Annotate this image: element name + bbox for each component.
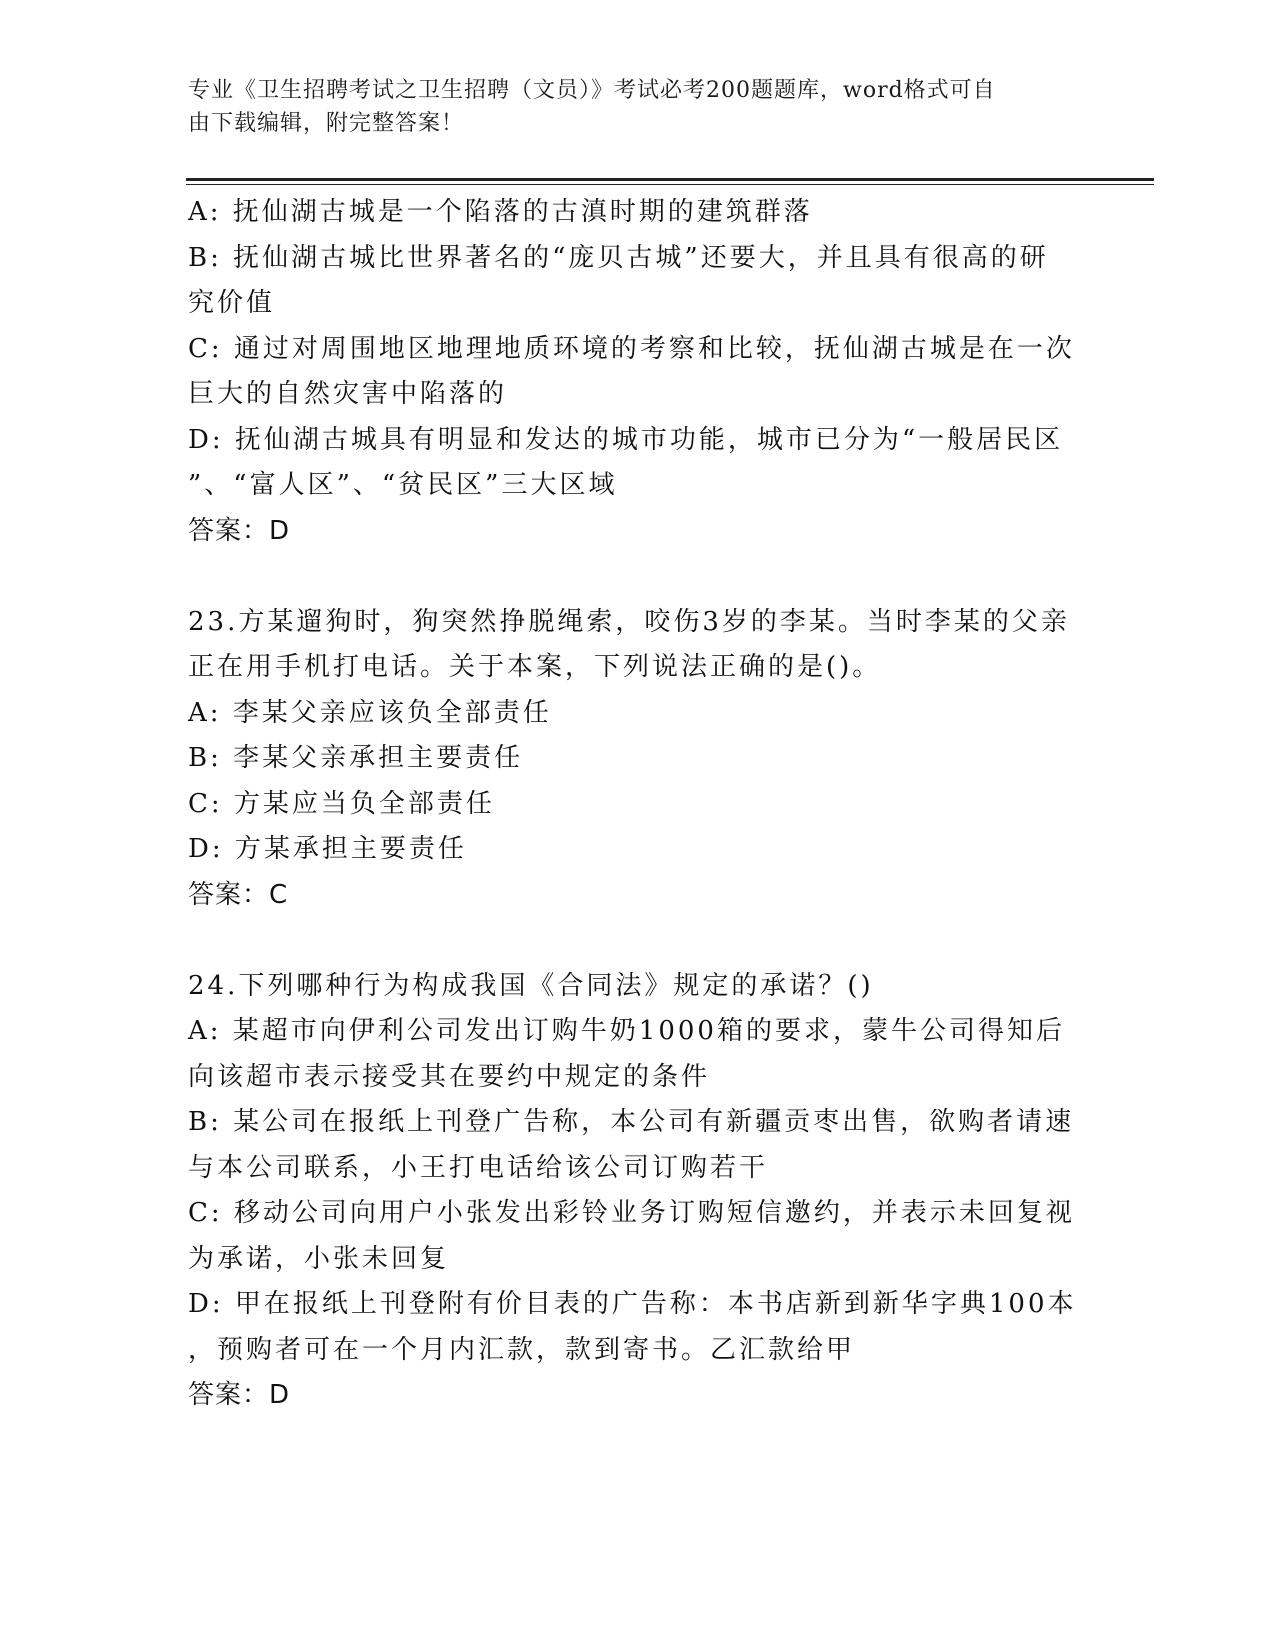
question-23-block [188,600,1088,919]
header-rule-thin [186,184,1154,185]
q24-option-d-line1: D: 甲在报纸上刊登附有价目表的广告称：本书店新到新华字典100本 [188,1289,1077,1319]
q24-option-c-line1: C: 移动公司向用户小张发出彩铃业务订购短信邀约，并表示未回复视 [188,1198,1075,1228]
q23-answer: 答案：C [188,879,289,910]
q23-option-a: A: 李某父亲应该负全部责任 [188,697,552,728]
q23-option-d: D: 方某承担主要责任 [188,834,467,864]
q24-option-b-line1: B: 某公司在报纸上刊登广告称，本公司有新疆贡枣出售，欲购者请速 [188,1107,1075,1137]
question-24-block [188,964,1088,1419]
q22-answer: 答案：D [188,515,291,546]
question-22-block [188,190,1088,554]
q23-stem-line2: 正在用手机打电话。关于本案，下列说法正确的是()。 [188,652,882,682]
q24-option-b-line2: 与本公司联系，小王打电话给该公司订购若干 [188,1152,769,1183]
q24-option-c-line2: 为承诺，小张未回复 [188,1243,450,1274]
spacer [188,918,1088,964]
q24-option-a-line2: 向该超市表示接受其在要约中规定的条件 [188,1061,711,1092]
q24-option-a-line1: A: 某超市向伊利公司发出订购牛奶1000箱的要求，蒙牛公司得知后 [188,1016,1065,1046]
header-line-2: 由下载编辑，附完整答案！ [188,111,465,136]
q24-option-d-line2: ，预购者可在一个月内汇款，款到寄书。乙汇款给甲 [188,1334,856,1365]
q23-option-b: B: 李某父亲承担主要责任 [188,743,524,773]
q22-option-c-line2: 巨大的自然灾害中陷落的 [188,379,508,409]
question-content [188,190,1088,1419]
q22-option-d-line1: D: 抚仙湖古城具有明显和发达的城市功能，城市已分为“一般居民区 [188,424,1064,455]
q22-option-b-line1: B: 抚仙湖古城比世界著名的“庞贝古城”还要大，并且具有很高的研 [188,242,1049,273]
q22-option-b-line2: 究价值 [188,288,276,318]
header-rule-thick [186,178,1154,181]
q22-option-c-line1: C: 通过对周围地区地理地质环境的考察和比较，抚仙湖古城是在一次 [188,333,1075,364]
header-line-1: 专业《卫生招聘考试之卫生招聘（文员）》考试必考200题题库，word格式可自 [188,78,996,103]
q24-answer: 答案：D [188,1380,291,1410]
q22-option-d-line2: ”、“富人区”、“贫民区”三大区域 [188,470,618,500]
q23-option-c: C: 方某应当负全部责任 [188,788,495,819]
q22-option-a: A: 抚仙湖古城是一个陷落的古滇时期的建筑群落 [188,197,813,227]
q24-stem: 24.下列哪种行为构成我国《合同法》规定的承诺？() [188,970,874,1001]
document-header [188,74,1078,140]
q23-stem-line1: 23.方某遛狗时，狗突然挣脱绳索，咬伤3岁的李某。当时李某的父亲 [188,606,1070,637]
spacer [188,554,1088,600]
